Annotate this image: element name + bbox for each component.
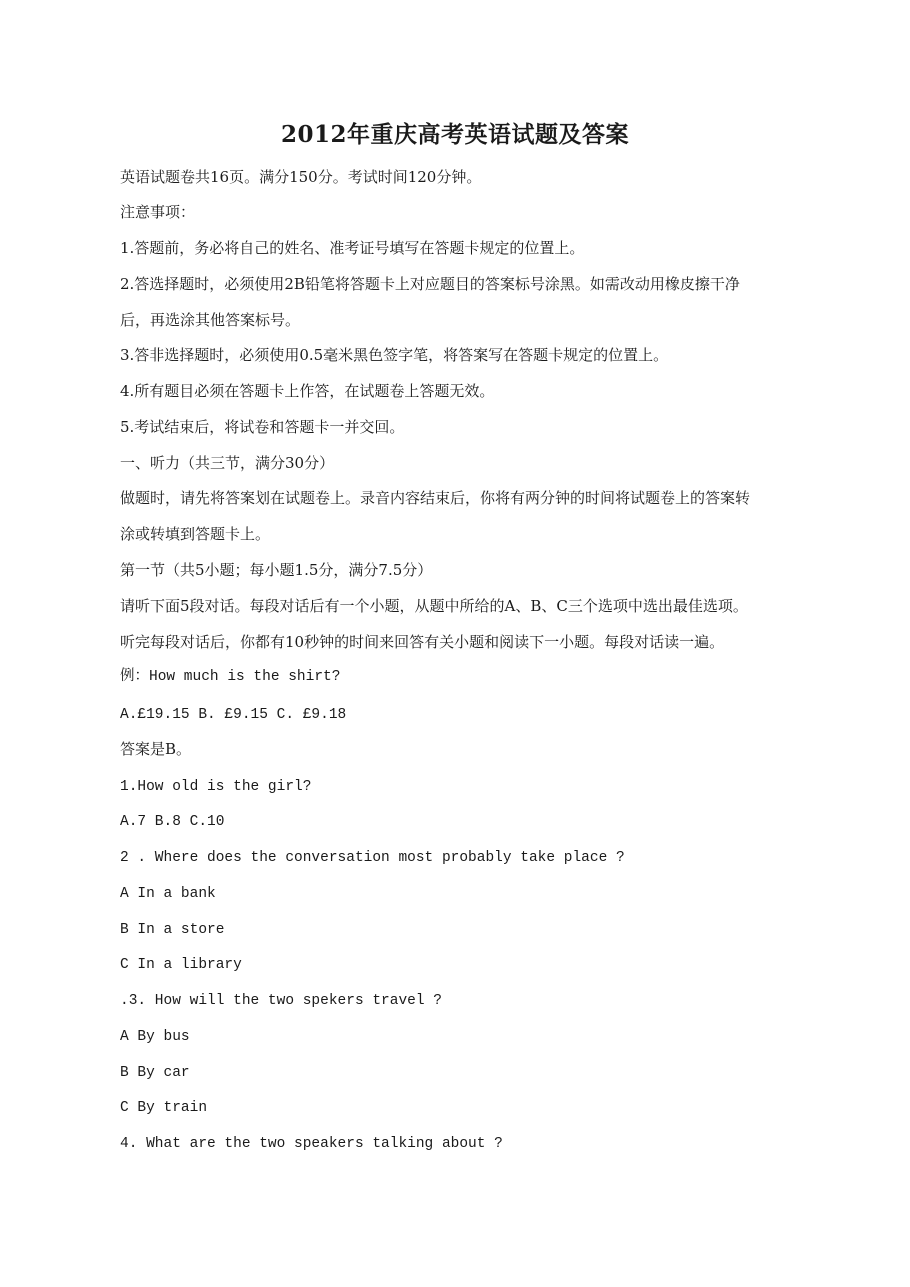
notice-item-4: 4.所有题目必须在答题卡上作答，在试题卷上答题无效。 bbox=[120, 382, 495, 400]
question-2: 2 . Where does the conversation most probably take place ? bbox=[120, 850, 625, 866]
example-question: 例：How much is the shirt? bbox=[120, 669, 341, 685]
question-2-option-c: C In a library bbox=[120, 957, 242, 973]
section-heading-listening: 一、听力（共三节，满分30分） bbox=[120, 454, 335, 472]
example-answer: 答案是B。 bbox=[120, 740, 192, 758]
part-one-instruction-cont: 听完每段对话后，你都有10秒钟的时间来回答有关小题和阅读下一小题。每段对话读一遍。 bbox=[120, 633, 725, 651]
question-3: .3. How will the two spekers travel ? bbox=[120, 993, 442, 1009]
part-one-instruction: 请听下面5段对话。每段对话后有一个小题，从题中所给的A、B、C三个选项中选出最佳选项。 bbox=[120, 597, 748, 615]
question-3-option-c: C By train bbox=[120, 1100, 208, 1116]
part-one-heading: 第一节（共5小题；每小题1.5分，满分7.5分） bbox=[120, 561, 433, 579]
notice-item-3: 3.答非选择题时，必须使用0.5毫米黑色签字笔，将答案写在答题卡规定的位置上。 bbox=[120, 346, 669, 364]
notice-item-5: 5.考试结束后，将试卷和答题卡一并交回。 bbox=[120, 418, 405, 436]
listening-instruction-cont: 涂或转填到答题卡上。 bbox=[120, 525, 271, 543]
example-options: A.£19.15 B. £9.15 C. £9.18 bbox=[120, 707, 347, 723]
question-4: 4. What are the two speakers talking about ? bbox=[120, 1136, 503, 1152]
notice-item-2-cont: 后，再选涂其他答案标号。 bbox=[120, 311, 301, 329]
listening-instruction: 做题时，请先将答案划在试题卷上。录音内容结束后，你将有两分钟的时间将试题卷上的答案转 bbox=[120, 489, 751, 507]
question-1-options: A.7 B.8 C.10 bbox=[120, 814, 225, 830]
exam-info: 英语试题卷共16页。满分150分。考试时间120分钟。 bbox=[120, 168, 482, 186]
document-title: 2012年重庆高考英语试题及答案 bbox=[280, 121, 629, 148]
question-2-option-a: A In a bank bbox=[120, 886, 216, 902]
notice-heading: 注意事项： bbox=[120, 203, 196, 221]
notice-item-2: 2.答选择题时，必须使用2B铅笔将答题卡上对应题目的答案标号涂黑。如需改动用橡皮擦干净 bbox=[120, 275, 740, 293]
question-1: 1.How old is the girl? bbox=[120, 779, 312, 795]
question-2-option-b: B In a store bbox=[120, 922, 225, 938]
notice-item-1: 1.答题前，务必将自己的姓名、准考证号填写在答题卡规定的位置上。 bbox=[120, 239, 585, 257]
question-3-option-a: A By bus bbox=[120, 1029, 190, 1045]
question-3-option-b: B By car bbox=[120, 1065, 190, 1081]
